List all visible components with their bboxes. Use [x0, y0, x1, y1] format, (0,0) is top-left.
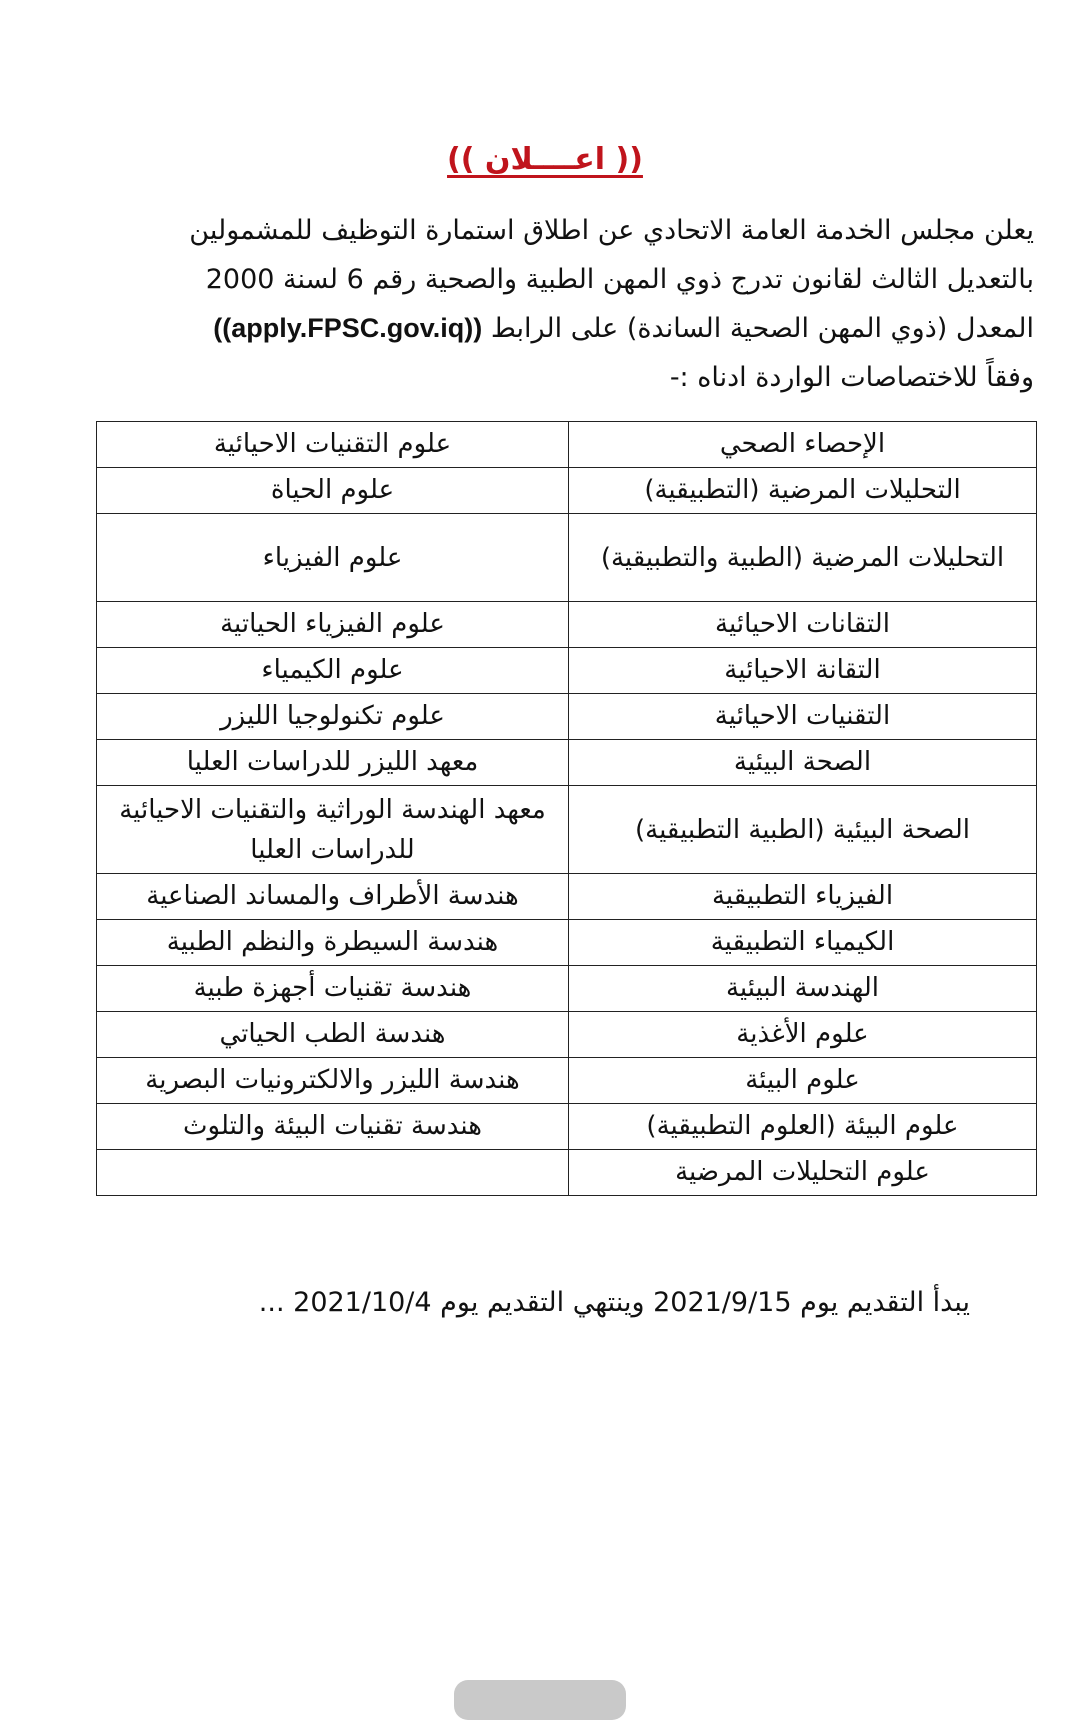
table-row	[97, 422, 1037, 468]
table-row	[97, 648, 1037, 694]
table-row	[97, 1104, 1037, 1150]
specialization-cell: هندسة تقنيات أجهزة طبية	[97, 966, 569, 1012]
intro-line-4: وفقاً للاختصاصات الواردة ادناه :-	[669, 362, 1034, 393]
table-row	[97, 694, 1037, 740]
specialization-cell: علوم الكيمياء	[97, 648, 569, 694]
specialization-cell: التقانات الاحيائية	[569, 602, 1037, 648]
specialization-cell: معهد الليزر للدراسات العليا	[97, 740, 569, 786]
specialization-cell: التقنيات الاحيائية	[569, 694, 1037, 740]
intro-line-3-text: المعدل (ذوي المهن الصحية الساندة) على الرابط	[482, 313, 1034, 344]
specialization-cell: علوم البيئة	[569, 1058, 1037, 1104]
specialization-cell: الصحة البيئية	[569, 740, 1037, 786]
specialization-cell: علوم التقنيات الاحيائية	[97, 422, 569, 468]
specialization-cell: معهد الهندسة الوراثية والتقنيات الاحيائية للدراسات العليا	[97, 786, 569, 874]
application-dates: يبدأ التقديم يوم 2021/9/15 وينتهي التقديم يوم 2021/10/4 ...	[258, 1287, 970, 1318]
specialization-cell: علوم الأغذية	[569, 1012, 1037, 1058]
table-row	[97, 468, 1037, 514]
specialization-cell: علوم الحياة	[97, 468, 569, 514]
table-row	[97, 874, 1037, 920]
specialization-cell: الهندسة البيئية	[569, 966, 1037, 1012]
specialization-cell: هندسة الأطراف والمساند الصناعية	[97, 874, 569, 920]
table-row	[97, 514, 1037, 602]
specialization-cell: علوم تكنولوجيا الليزر	[97, 694, 569, 740]
specialization-cell: هندسة الطب الحياتي	[97, 1012, 569, 1058]
table-row	[97, 966, 1037, 1012]
specialization-cell: التحليلات المرضية (الطبية والتطبيقية)	[569, 514, 1037, 602]
announcement-title: (( اعــــلان ))	[447, 142, 643, 177]
specialization-cell: علوم البيئة (العلوم التطبيقية)	[569, 1104, 1037, 1150]
specialization-cell: علوم الفيزياء الحياتية	[97, 602, 569, 648]
home-indicator-bar[interactable]	[454, 1680, 626, 1720]
specializations-table	[96, 421, 1037, 1196]
specialization-cell: الإحصاء الصحي	[569, 422, 1037, 468]
intro-line-1: يعلن مجلس الخدمة العامة الاتحادي عن اطلاق استمارة التوظيف للمشمولين	[189, 215, 1034, 246]
specialization-cell: التقانة الاحيائية	[569, 648, 1037, 694]
table-row	[97, 1150, 1037, 1196]
intro-line-2: بالتعديل الثالث لقانون تدرج ذوي المهن الطبية والصحية رقم 6 لسنة 2000	[205, 264, 1034, 295]
announcement-intro	[44, 206, 1034, 402]
specialization-cell: الصحة البيئية (الطبية التطبيقية)	[569, 786, 1037, 874]
specialization-cell: هندسة الليزر والالكترونيات البصرية	[97, 1058, 569, 1104]
specialization-cell: التحليلات المرضية (التطبيقية)	[569, 468, 1037, 514]
table-row	[97, 786, 1037, 874]
table-row	[97, 740, 1037, 786]
specialization-cell: الكيمياء التطبيقية	[569, 920, 1037, 966]
specialization-cell: الفيزياء التطبيقية	[569, 874, 1037, 920]
specialization-cell: هندسة السيطرة والنظم الطبية	[97, 920, 569, 966]
intro-line-3	[44, 304, 1034, 353]
table-row	[97, 1012, 1037, 1058]
specialization-cell: هندسة تقنيات البيئة والتلوث	[97, 1104, 569, 1150]
specialization-cell: علوم الفيزياء	[97, 514, 569, 602]
table-row	[97, 920, 1037, 966]
specialization-cell: علوم التحليلات المرضية	[569, 1150, 1037, 1196]
table-row	[97, 1058, 1037, 1104]
specialization-cell	[97, 1150, 569, 1196]
table-row	[97, 602, 1037, 648]
application-link[interactable]: ((apply.FPSC.gov.iq))	[213, 313, 483, 343]
